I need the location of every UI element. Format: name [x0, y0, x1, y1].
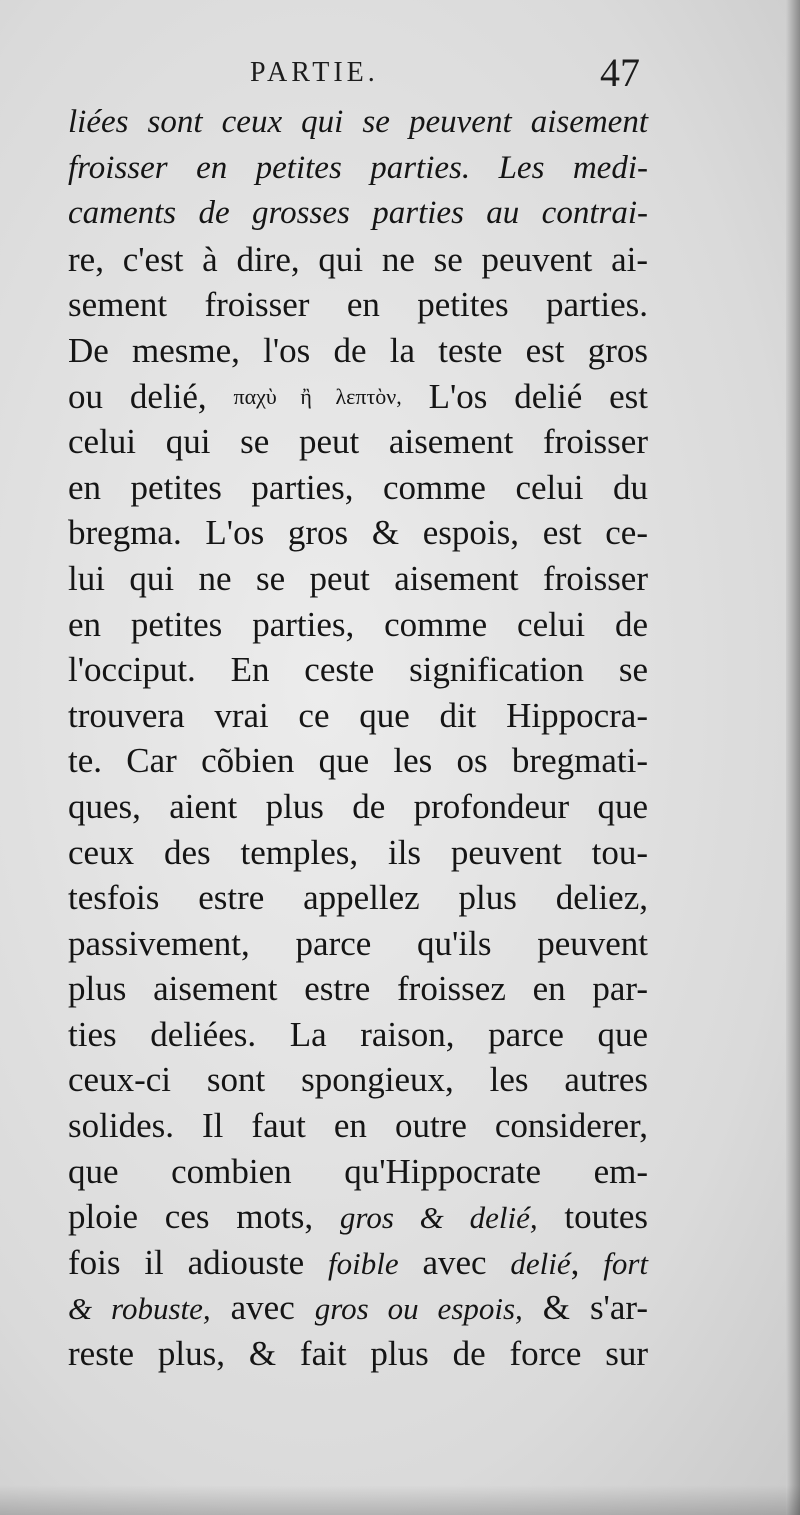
- text-line-11: lui qui ne se peut aisement froisser: [68, 558, 648, 598]
- text-line-23: solides. Il faut en outre considerer,: [68, 1106, 648, 1146]
- text-line-1: liées sont ceux qui se peuvent aisement: [68, 104, 648, 140]
- text-line-22: ceux-ci sont spongieux, les autres: [68, 1060, 648, 1100]
- text-line-13: l'occiput. En ceste signification se: [68, 650, 648, 690]
- running-header: [70, 50, 640, 105]
- italic-terms: gros & delié,: [339, 1200, 538, 1236]
- text-line-6: De mesme, l'os de la teste est gros: [68, 330, 648, 370]
- text-line-21: ties deliées. La raison, parce que: [68, 1014, 648, 1054]
- text-line-26: [68, 1240, 648, 1286]
- text-line-26-start: fois il adiouste: [68, 1242, 305, 1282]
- text-line-4: re, c'est à dire, qui ne se peuvent ai-: [68, 239, 648, 279]
- text-line-19: passivement, parce qu'ils peuvent: [68, 923, 648, 963]
- italic-term-foible: foible: [328, 1245, 399, 1281]
- greek-phrase: παχὺ ἢ λεπτὸν,: [233, 383, 402, 409]
- text-line-7-end: L'os delié est: [428, 376, 648, 416]
- running-title: PARTIE.: [250, 57, 379, 88]
- text-line-18: tesfois estre appellez plus deliez,: [68, 878, 648, 918]
- page-number: 47: [600, 50, 640, 95]
- italic-term-fort: fort: [603, 1245, 649, 1281]
- text-line-20: plus aisement estre froissez en par-: [68, 969, 648, 1009]
- text-line-27-mid: avec: [230, 1288, 295, 1328]
- text-line-25: [68, 1194, 648, 1240]
- text-line-10: bregma. L'os gros & espois, est ce-: [68, 513, 648, 553]
- text-line-28: reste plus, & fait plus de force sur: [68, 1334, 648, 1374]
- page-bottom-shadow: [0, 1485, 800, 1515]
- text-line-12: en petites parties, comme celui de: [68, 604, 648, 644]
- text-line-16: ques, aient plus de profondeur que: [68, 786, 648, 826]
- text-line-26-sep: ,: [570, 1242, 580, 1282]
- italic-term-robuste: & robuste,: [68, 1291, 211, 1327]
- text-line-8: celui qui se peut aisement froisser: [68, 422, 648, 462]
- text-line-7: [68, 374, 648, 420]
- text-line-17: ceux des temples, ils peuvent tou-: [68, 832, 648, 872]
- text-line-26-mid: avec: [422, 1242, 487, 1282]
- text-line-25-start: ploie ces mots,: [68, 1197, 314, 1237]
- text-line-2: froisser en petites parties. Les medi-: [68, 149, 648, 186]
- text-line-3: caments de grosses parties au contrai-: [68, 195, 648, 232]
- text-line-5: sement froisser en petites parties.: [68, 285, 648, 325]
- text-line-7-start: ou delié,: [68, 376, 207, 416]
- italic-term-delie: delié: [510, 1245, 571, 1281]
- text-line-27-end: & s'ar-: [542, 1288, 649, 1328]
- page-edge-shadow: [786, 0, 800, 1515]
- text-line-25-end: toutes: [564, 1197, 649, 1237]
- text-line-9: en petites parties, comme celui du: [68, 467, 648, 507]
- body-text: [68, 100, 648, 1377]
- text-line-15: te. Car cõbien que les os bregmati-: [68, 741, 648, 781]
- text-line-27: [68, 1285, 648, 1331]
- text-line-14: trouvera vrai ce que dit Hippocra-: [68, 695, 648, 735]
- text-line-24: que combien qu'Hippocrate em-: [68, 1151, 648, 1191]
- italic-term-gros-espois: gros ou espois,: [314, 1291, 523, 1327]
